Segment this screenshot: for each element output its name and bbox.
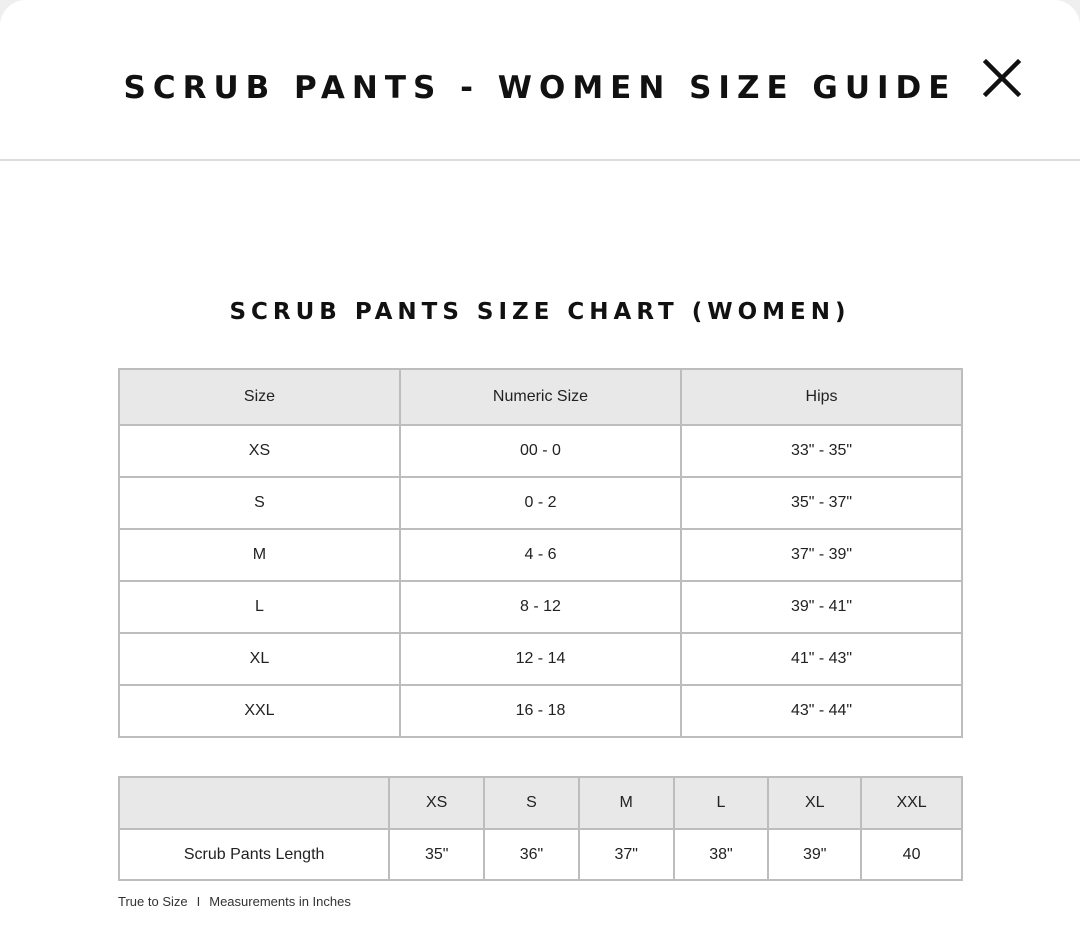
- units-note: Measurements in Inches: [209, 894, 351, 909]
- table-row: [119, 477, 962, 529]
- table-row: [119, 529, 962, 581]
- table-row: [119, 829, 962, 880]
- table-header-row: [119, 777, 962, 829]
- table-cell: XXL: [119, 685, 400, 737]
- column-header: M: [579, 777, 674, 829]
- column-header: Size: [119, 369, 400, 425]
- length-table: [118, 776, 963, 881]
- row-label: Scrub Pants Length: [119, 829, 389, 880]
- fit-note: True to Size: [118, 894, 188, 909]
- table-row: [119, 685, 962, 737]
- column-header: [119, 777, 389, 829]
- table-cell: 0 - 2: [400, 477, 681, 529]
- table-cell: 38": [674, 829, 769, 880]
- table-cell: 8 - 12: [400, 581, 681, 633]
- column-header: XL: [768, 777, 861, 829]
- table-row: [119, 581, 962, 633]
- table-cell: 37": [579, 829, 674, 880]
- table-cell: S: [119, 477, 400, 529]
- table-cell: 16 - 18: [400, 685, 681, 737]
- table-cell: 40: [861, 829, 962, 880]
- size-table: [118, 368, 963, 738]
- table-cell: 12 - 14: [400, 633, 681, 685]
- table-cell: 33" - 35": [681, 425, 962, 477]
- column-header: Numeric Size: [400, 369, 681, 425]
- table-cell: 35" - 37": [681, 477, 962, 529]
- table-cell: 35": [389, 829, 484, 880]
- table-header-row: [119, 369, 962, 425]
- table-cell: XS: [119, 425, 400, 477]
- table-cell: 39": [768, 829, 861, 880]
- close-icon: [980, 56, 1024, 100]
- table-cell: 4 - 6: [400, 529, 681, 581]
- table-cell: 43" - 44": [681, 685, 962, 737]
- table-row: [119, 633, 962, 685]
- table-cell: XL: [119, 633, 400, 685]
- footnote: [118, 894, 351, 909]
- column-header: XS: [389, 777, 484, 829]
- close-button[interactable]: [980, 56, 1024, 100]
- modal-title: SCRUB PANTS - WOMEN SIZE GUIDE: [123, 70, 957, 106]
- table-cell: 00 - 0: [400, 425, 681, 477]
- column-header: XXL: [861, 777, 962, 829]
- table-cell: L: [119, 581, 400, 633]
- table-cell: 37" - 39": [681, 529, 962, 581]
- column-header: L: [674, 777, 769, 829]
- column-header: S: [484, 777, 579, 829]
- table-cell: 41" - 43": [681, 633, 962, 685]
- table-cell: M: [119, 529, 400, 581]
- column-header: Hips: [681, 369, 962, 425]
- footnote-separator: I: [196, 894, 201, 909]
- table-row: [119, 425, 962, 477]
- table-cell: 39" - 41": [681, 581, 962, 633]
- modal-header: [0, 0, 1080, 161]
- size-chart-title: SCRUB PANTS SIZE CHART (WOMEN): [229, 299, 851, 325]
- table-cell: 36": [484, 829, 579, 880]
